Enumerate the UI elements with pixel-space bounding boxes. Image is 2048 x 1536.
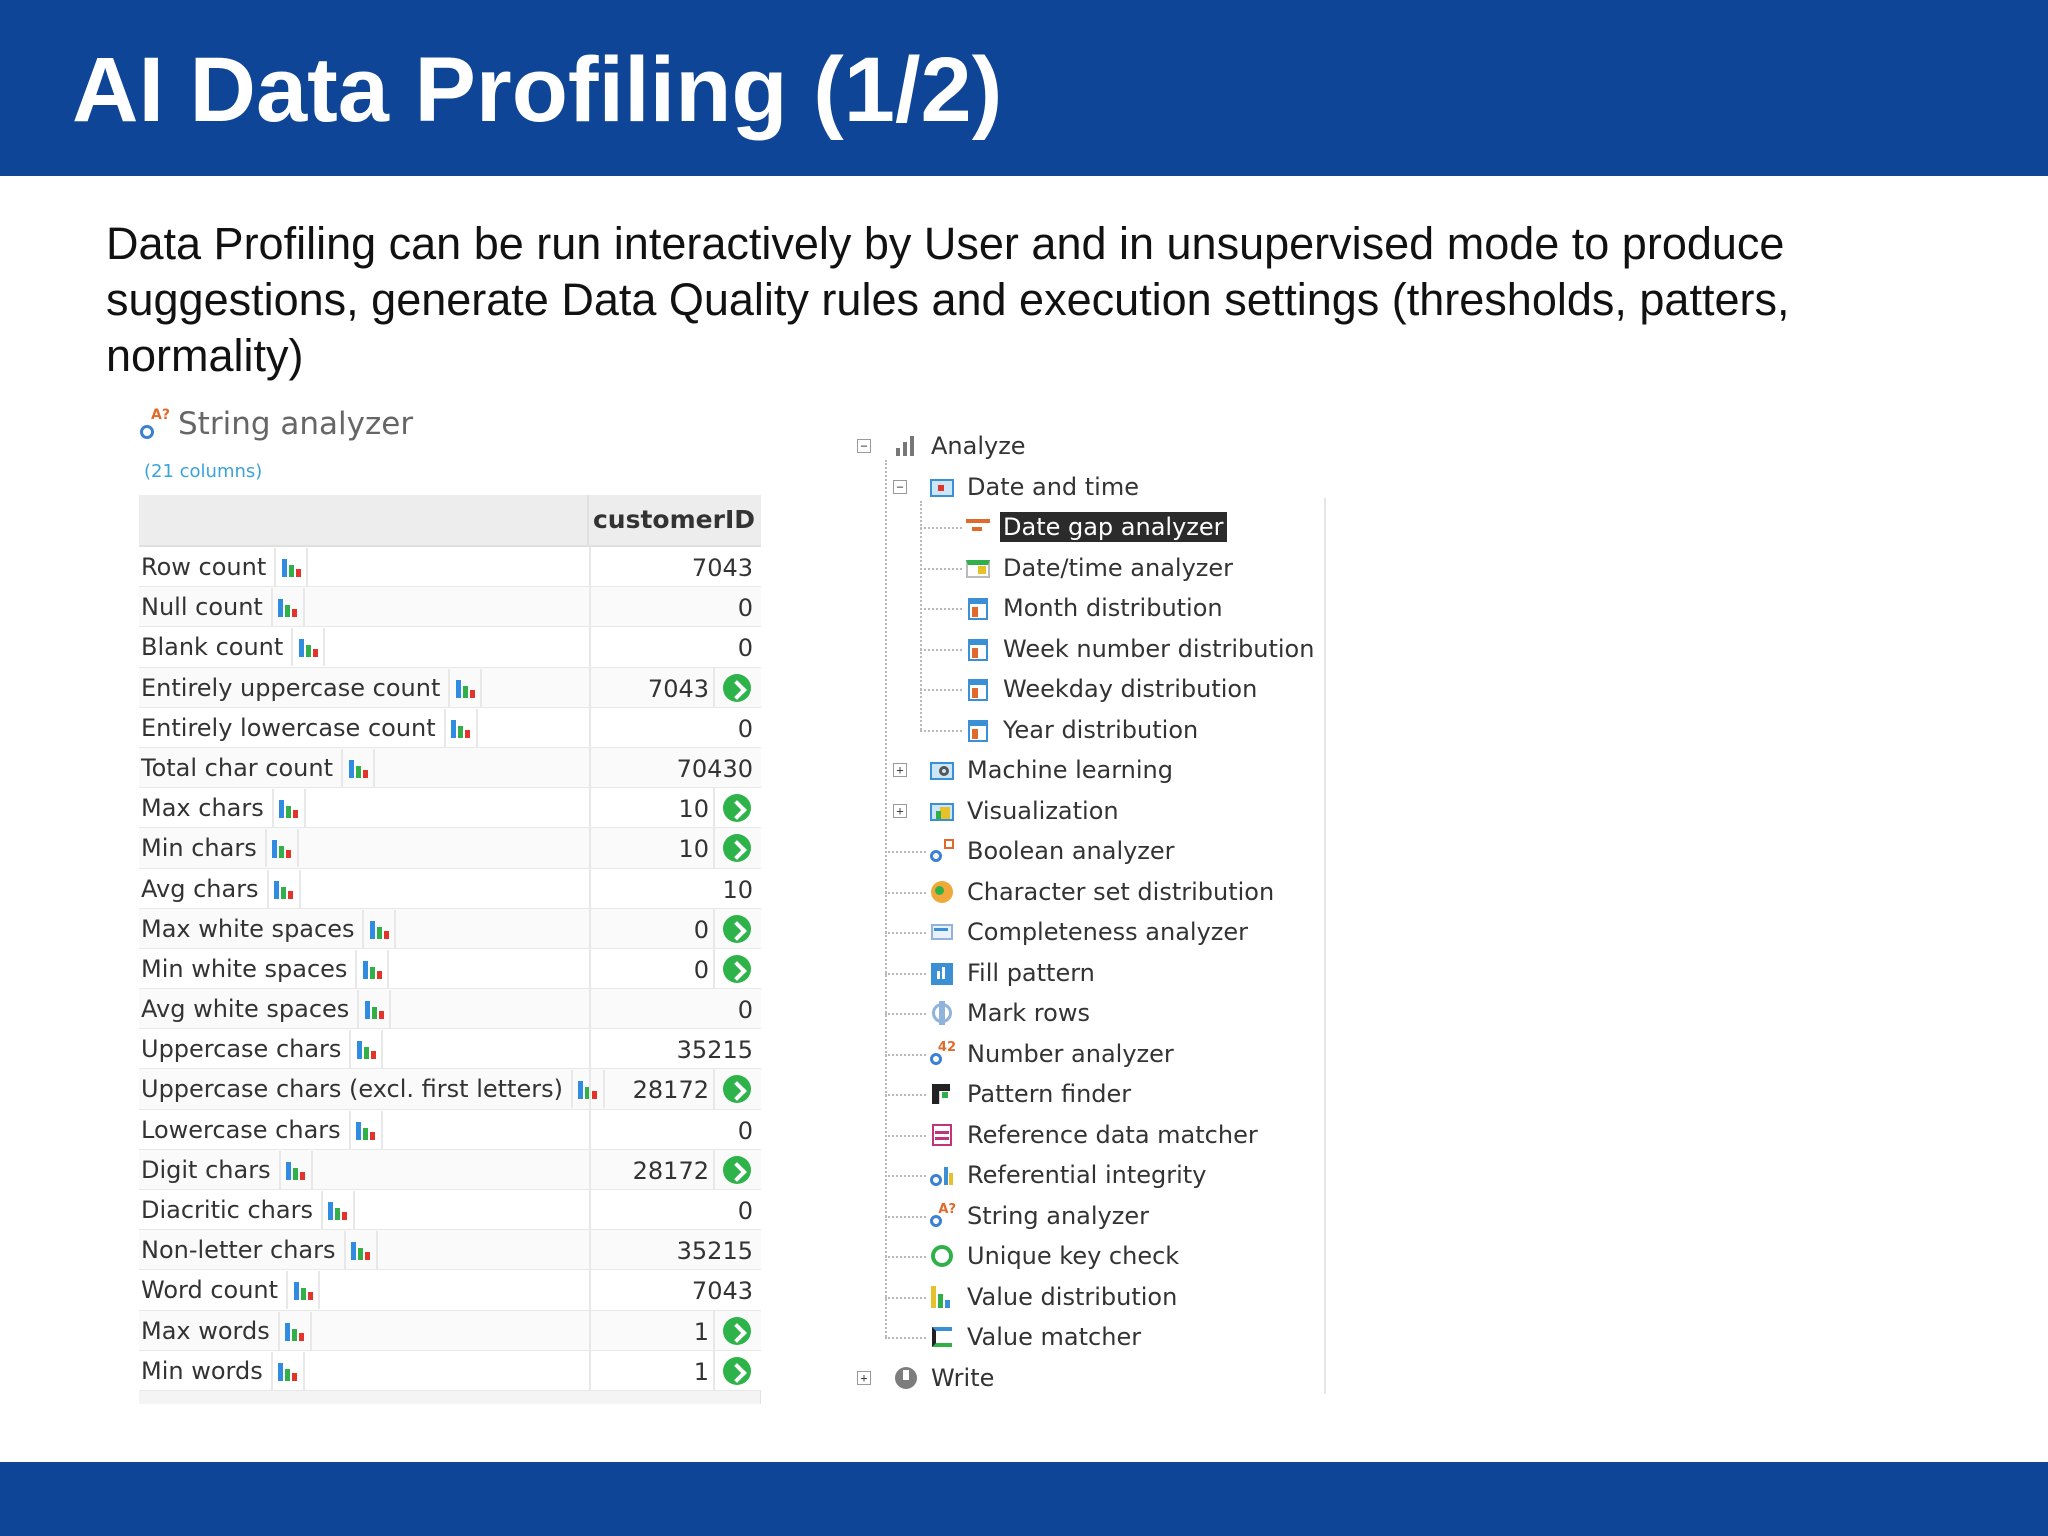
metric-label: Min words bbox=[141, 1356, 263, 1385]
drill-down-arrow-icon[interactable] bbox=[723, 794, 751, 822]
value-cell bbox=[589, 708, 761, 748]
chart-icon[interactable] bbox=[278, 1312, 312, 1350]
tree-connector bbox=[885, 973, 926, 975]
tree-item-date-time-analyzer[interactable] bbox=[964, 549, 1236, 587]
table-row bbox=[139, 1110, 761, 1150]
collapse-icon[interactable]: − bbox=[893, 480, 907, 494]
tree-item-visualization[interactable] bbox=[928, 792, 1122, 830]
calendar-icon bbox=[964, 635, 992, 663]
tree-item-label: Month distribution bbox=[1003, 594, 1223, 622]
metric-value[interactable]: 28172 bbox=[632, 1076, 709, 1105]
tree-item-string-analyzer[interactable] bbox=[928, 1197, 1152, 1235]
tree-item-label: Value matcher bbox=[967, 1323, 1142, 1351]
metric-cell bbox=[139, 708, 478, 748]
tree-item-label: Year distribution bbox=[1003, 715, 1199, 744]
metric-label: Diacritic chars bbox=[141, 1196, 313, 1224]
tree-item-month-distribution[interactable] bbox=[964, 589, 1226, 627]
boolean-icon bbox=[928, 837, 956, 865]
metric-label: Total char count bbox=[141, 753, 333, 782]
tree-item-write[interactable] bbox=[892, 1359, 997, 1397]
tree-item-value-matcher[interactable] bbox=[928, 1318, 1144, 1356]
value-cell bbox=[589, 828, 761, 868]
tree-item-label: String analyzer bbox=[967, 1201, 1149, 1230]
metric-value[interactable]: 7043 bbox=[691, 554, 753, 582]
table-row bbox=[139, 788, 761, 828]
metric-value[interactable]: 0 bbox=[693, 955, 709, 984]
chart-icon[interactable] bbox=[349, 1030, 383, 1068]
metric-label: Max white spaces bbox=[141, 914, 355, 943]
table-row bbox=[139, 989, 761, 1029]
table-row bbox=[139, 828, 761, 868]
value-cell bbox=[589, 949, 761, 989]
tree-item-mark-rows[interactable] bbox=[928, 994, 1093, 1032]
tree-item-reference-data-matcher[interactable] bbox=[928, 1116, 1261, 1154]
tree-item-label: Boolean analyzer bbox=[967, 837, 1175, 865]
folder-icon bbox=[928, 473, 956, 501]
expand-icon[interactable]: + bbox=[857, 1371, 871, 1385]
metric-cell bbox=[139, 1190, 355, 1230]
tree-item-label: Fill pattern bbox=[967, 958, 1095, 987]
tree-connector bbox=[885, 1337, 926, 1339]
metric-value[interactable]: 35215 bbox=[676, 1237, 753, 1266]
value-cell bbox=[589, 587, 761, 627]
tree-connector bbox=[920, 730, 962, 732]
value-cell bbox=[589, 1069, 761, 1109]
tree-item-boolean-analyzer[interactable] bbox=[928, 832, 1178, 870]
tree-item-label: Analyze bbox=[931, 432, 1026, 460]
tree-item-label: Week number distribution bbox=[1003, 634, 1315, 663]
metric-label: Blank count bbox=[141, 633, 284, 662]
table-row bbox=[139, 1029, 761, 1069]
value-cell bbox=[589, 989, 761, 1029]
tree-item-fill-pattern[interactable] bbox=[928, 954, 1098, 992]
drill-down-arrow-icon[interactable] bbox=[723, 1156, 751, 1184]
table-row bbox=[139, 949, 761, 989]
calendar-icon bbox=[964, 716, 992, 744]
metric-label: Null count bbox=[141, 593, 263, 622]
metric-cell bbox=[139, 949, 389, 989]
metric-cell bbox=[139, 587, 305, 627]
folder-chart-icon bbox=[928, 797, 956, 825]
metric-cell bbox=[139, 1150, 313, 1190]
metric-cell bbox=[139, 1230, 378, 1270]
tree-item-week-number-distribution[interactable] bbox=[964, 630, 1317, 668]
collapse-icon[interactable]: − bbox=[857, 439, 871, 453]
metric-cell bbox=[139, 1069, 605, 1109]
tree-connector bbox=[885, 892, 926, 894]
metric-cell bbox=[139, 1311, 312, 1351]
tree-connector bbox=[920, 649, 962, 651]
tree-item-label: Date/time analyzer bbox=[1003, 553, 1234, 582]
tree-item-number-analyzer[interactable] bbox=[928, 1035, 1177, 1073]
chart-icon[interactable] bbox=[272, 789, 306, 827]
grid-rows bbox=[139, 547, 761, 1391]
chart-icon[interactable] bbox=[291, 628, 325, 666]
metric-cell bbox=[139, 668, 482, 708]
tree-item-label: Completeness analyzer bbox=[967, 918, 1249, 946]
tree-item-label: Date and time bbox=[967, 472, 1139, 501]
write-icon bbox=[892, 1364, 920, 1392]
drill-down-arrow-icon[interactable] bbox=[723, 915, 751, 943]
chart-icon[interactable] bbox=[444, 709, 478, 747]
datetime-icon bbox=[964, 554, 992, 582]
metric-label: Entirely lowercase count bbox=[141, 713, 436, 742]
metric-label: Min white spaces bbox=[141, 954, 348, 983]
metric-cell bbox=[139, 1351, 305, 1391]
table-row bbox=[139, 708, 761, 748]
metric-cell bbox=[139, 989, 391, 1029]
tree-connector bbox=[885, 1256, 926, 1258]
value-cell bbox=[589, 1029, 761, 1069]
tree-connector bbox=[920, 568, 962, 570]
tree-connector bbox=[885, 1054, 926, 1056]
value-cell bbox=[589, 627, 761, 667]
table-row bbox=[139, 1270, 761, 1310]
table-row bbox=[139, 1069, 761, 1109]
tree-connector bbox=[885, 1216, 926, 1218]
pattern-icon bbox=[928, 1080, 956, 1108]
metric-value[interactable]: 35215 bbox=[676, 1036, 753, 1065]
chart-icon[interactable] bbox=[279, 1151, 313, 1189]
slide-title: AI Data Profiling (1/2) bbox=[72, 39, 1003, 141]
value-cell bbox=[589, 748, 761, 788]
metric-label: Word count bbox=[141, 1276, 279, 1305]
integrity-icon bbox=[928, 1161, 956, 1189]
drill-down-arrow-icon[interactable] bbox=[723, 674, 751, 702]
table-row bbox=[139, 748, 761, 788]
chart-icon[interactable] bbox=[286, 1271, 320, 1309]
value-cell bbox=[589, 1190, 761, 1230]
metric-value[interactable]: 7043 bbox=[691, 1277, 753, 1306]
metric-label: Digit chars bbox=[141, 1155, 271, 1184]
string-icon: A? bbox=[928, 1202, 956, 1230]
tree-item-label: Number analyzer bbox=[967, 1039, 1174, 1068]
grid-header bbox=[139, 495, 761, 547]
metric-cell bbox=[139, 909, 396, 949]
table-row bbox=[139, 869, 761, 909]
tree-item-label: Character set distribution bbox=[967, 877, 1275, 906]
drill-down-arrow-icon[interactable] bbox=[723, 1075, 751, 1103]
table-row bbox=[139, 1311, 761, 1351]
tree-item-label: Weekday distribution bbox=[1003, 675, 1258, 703]
metric-cell bbox=[139, 547, 308, 587]
metric-cell bbox=[139, 869, 301, 909]
value-cell bbox=[589, 547, 761, 587]
metric-cell bbox=[139, 627, 325, 667]
metric-value[interactable]: 1 bbox=[693, 1317, 709, 1346]
value-cell bbox=[589, 668, 761, 708]
metric-label: Avg white spaces bbox=[141, 995, 350, 1024]
chart-icon[interactable] bbox=[271, 1352, 305, 1390]
tree-item-completeness-analyzer[interactable] bbox=[928, 913, 1251, 951]
value-cell bbox=[589, 1311, 761, 1351]
drill-down-arrow-icon[interactable] bbox=[723, 1317, 751, 1345]
footer-bar bbox=[0, 1462, 2048, 1536]
tree-item-date-and-time[interactable] bbox=[928, 468, 1142, 506]
metric-value[interactable]: 0 bbox=[737, 634, 753, 663]
metric-label: Min chars bbox=[141, 834, 257, 863]
metric-value[interactable]: 0 bbox=[737, 996, 753, 1025]
chart-icon[interactable] bbox=[267, 870, 301, 908]
value-cell bbox=[589, 788, 761, 828]
metric-value[interactable]: 7043 bbox=[647, 674, 709, 703]
tree-item-value-distribution[interactable] bbox=[928, 1278, 1180, 1316]
metric-cell bbox=[139, 1270, 320, 1310]
chart-icon[interactable] bbox=[362, 910, 396, 948]
metric-label: Max chars bbox=[141, 794, 264, 823]
metric-value[interactable]: 1 bbox=[693, 1357, 709, 1386]
value-cell bbox=[589, 1150, 761, 1190]
tree-connector bbox=[885, 460, 887, 1337]
table-row bbox=[139, 627, 761, 667]
chart-icon[interactable] bbox=[271, 588, 305, 626]
tree-connector bbox=[920, 689, 962, 691]
metric-label: Uppercase chars bbox=[141, 1035, 342, 1064]
table-row bbox=[139, 1150, 761, 1190]
table-row bbox=[139, 909, 761, 949]
drill-down-arrow-icon[interactable] bbox=[723, 1357, 751, 1385]
tree-item-unique-key-check[interactable] bbox=[928, 1237, 1182, 1275]
metric-value[interactable]: 0 bbox=[737, 594, 753, 623]
chart-icon[interactable] bbox=[355, 950, 389, 988]
string-analyzer-icon: A? bbox=[140, 407, 170, 441]
tree-item-label: Referential integrity bbox=[967, 1161, 1207, 1189]
tree-item-weekday-distribution[interactable] bbox=[964, 670, 1260, 708]
tree-connector bbox=[885, 932, 926, 934]
metric-cell bbox=[139, 1029, 383, 1069]
tree-panel-border bbox=[1324, 498, 1326, 1394]
calendar-icon bbox=[964, 594, 992, 622]
tree-connector bbox=[885, 1297, 926, 1299]
chart-icon[interactable] bbox=[357, 990, 391, 1028]
chart-icon[interactable] bbox=[349, 1111, 383, 1149]
tree-connector bbox=[920, 608, 962, 610]
tree-item-machine-learning[interactable] bbox=[928, 751, 1176, 789]
metric-label: Avg chars bbox=[141, 874, 259, 903]
column-header-customerid[interactable]: customerID bbox=[592, 505, 755, 534]
metric-value[interactable]: 0 bbox=[737, 1116, 753, 1145]
chart-icon[interactable] bbox=[265, 829, 299, 867]
bar-chart-icon bbox=[892, 432, 920, 460]
metric-cell bbox=[139, 828, 299, 868]
metric-label: Entirely uppercase count bbox=[141, 673, 441, 702]
tree-connector bbox=[920, 501, 922, 730]
table-row bbox=[139, 587, 761, 627]
expand-icon[interactable]: + bbox=[893, 804, 907, 818]
tree-item-label: Visualization bbox=[967, 796, 1119, 825]
intro-text: Data Profiling can be run interactively by User and in unsupervised mode to produce suggestions, generate Data Quality rules and execution settings (thresholds, patters, normality) bbox=[106, 218, 1790, 381]
tree-item-character-set-distribution[interactable] bbox=[928, 873, 1277, 911]
results-grid bbox=[139, 495, 761, 1404]
tree-item-label: Reference data matcher bbox=[967, 1120, 1258, 1149]
ring-icon bbox=[928, 1242, 956, 1270]
metric-label: Max words bbox=[141, 1316, 270, 1345]
mark-rows-icon bbox=[928, 999, 956, 1027]
number-icon: 42 bbox=[928, 1040, 956, 1068]
metric-cell bbox=[139, 748, 375, 788]
value-cell bbox=[589, 1230, 761, 1270]
value-cell bbox=[589, 869, 761, 909]
table-row bbox=[139, 1190, 761, 1230]
chart-icon[interactable] bbox=[448, 669, 482, 707]
chart-icon[interactable] bbox=[344, 1231, 378, 1269]
columns-count: (21 columns) bbox=[144, 461, 263, 482]
value-cell bbox=[589, 1110, 761, 1150]
value-cell bbox=[589, 1270, 761, 1310]
tree-item-analyze[interactable] bbox=[892, 427, 1029, 465]
value-cell bbox=[589, 909, 761, 949]
metric-value[interactable]: 10 bbox=[678, 835, 709, 864]
table-row bbox=[139, 1230, 761, 1270]
tree-item-label: Value distribution bbox=[967, 1282, 1178, 1311]
calendar-icon bbox=[964, 675, 992, 703]
metric-value[interactable]: 10 bbox=[678, 795, 709, 824]
chart-icon[interactable] bbox=[321, 1191, 355, 1229]
tree-connector bbox=[885, 1135, 926, 1137]
bars-icon bbox=[928, 1283, 956, 1311]
tree-item-label: Unique key check bbox=[967, 1242, 1180, 1270]
metric-value[interactable]: 28172 bbox=[632, 1156, 709, 1185]
folder-gear-icon bbox=[928, 756, 956, 784]
tree-item-label: Mark rows bbox=[967, 999, 1090, 1027]
table-row bbox=[139, 547, 761, 587]
tree-item-year-distribution[interactable] bbox=[964, 711, 1201, 749]
tree-connector bbox=[885, 851, 926, 853]
string-analyzer-title: String analyzer bbox=[178, 406, 414, 442]
drill-down-arrow-icon[interactable] bbox=[723, 834, 751, 862]
metric-cell bbox=[139, 1110, 383, 1150]
drill-down-arrow-icon[interactable] bbox=[723, 955, 751, 983]
chart-icon[interactable] bbox=[274, 548, 308, 586]
metric-label: Row count bbox=[141, 553, 267, 581]
matcher-icon bbox=[928, 1323, 956, 1351]
string-analyzer-header bbox=[140, 406, 413, 442]
metric-value[interactable]: 0 bbox=[737, 1197, 753, 1225]
metric-value[interactable]: 10 bbox=[722, 875, 753, 904]
metric-label: Uppercase chars (excl. first letters) bbox=[141, 1075, 563, 1104]
tree-item-pattern-finder[interactable] bbox=[928, 1075, 1134, 1113]
metric-label: Non-letter chars bbox=[141, 1236, 336, 1265]
table-row bbox=[139, 1351, 761, 1391]
tree-item-label: Pattern finder bbox=[967, 1080, 1132, 1108]
metric-label: Lowercase chars bbox=[141, 1115, 341, 1144]
metric-cell bbox=[139, 788, 306, 828]
reference-icon bbox=[928, 1121, 956, 1149]
globe-icon bbox=[928, 878, 956, 906]
tree-connector bbox=[885, 1175, 926, 1177]
tree-item-date-gap-analyzer[interactable] bbox=[964, 508, 1227, 546]
tree-item-referential-integrity[interactable] bbox=[928, 1156, 1209, 1194]
fill-pattern-icon bbox=[928, 959, 956, 987]
expand-icon[interactable]: + bbox=[893, 763, 907, 777]
date-gap-icon bbox=[964, 513, 992, 541]
metric-value[interactable]: 0 bbox=[737, 714, 753, 743]
metric-value[interactable]: 70430 bbox=[676, 754, 753, 783]
metric-value[interactable]: 0 bbox=[693, 915, 709, 944]
table-row bbox=[139, 668, 761, 708]
completeness-icon bbox=[928, 918, 956, 946]
tree-connector bbox=[885, 1013, 926, 1015]
tree-item-label: Write bbox=[931, 1363, 995, 1392]
tree-item-label: Date gap analyzer bbox=[1000, 512, 1227, 542]
chart-icon[interactable] bbox=[341, 749, 375, 787]
tree-item-label: Machine learning bbox=[967, 756, 1174, 784]
tree-connector bbox=[920, 527, 962, 529]
value-cell bbox=[589, 1351, 761, 1391]
tree-connector bbox=[885, 1094, 926, 1096]
